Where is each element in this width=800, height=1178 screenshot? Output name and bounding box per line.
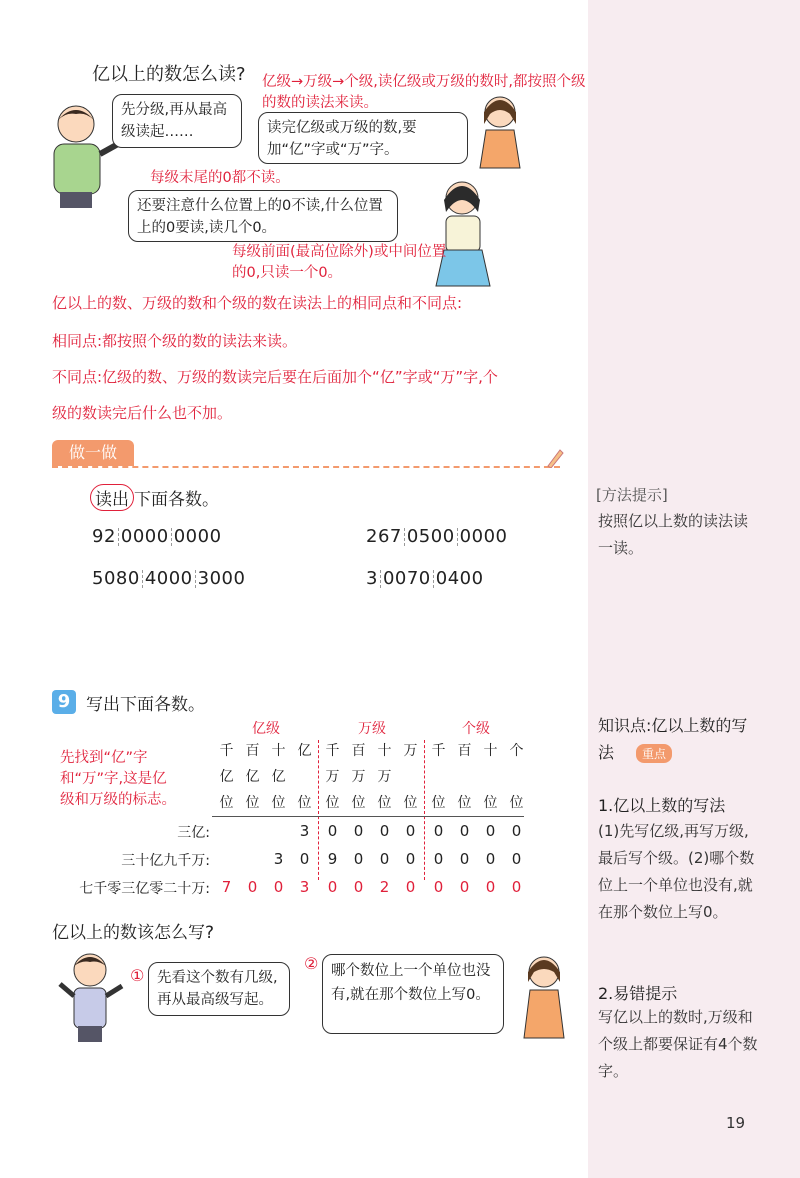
unit-head: 千 <box>325 743 340 759</box>
digit-cell: 3 <box>299 878 310 896</box>
point2-text: 写亿以上的数时,万级和个级上都要保证有4个数字。 <box>598 1008 758 1080</box>
row-label: 七千零三亿零二十万: <box>79 881 210 897</box>
digit-cell: 0 <box>405 822 416 840</box>
digit-cell: 2 <box>379 878 390 896</box>
position-label: 位 <box>297 795 312 811</box>
unit-sub: 万 <box>351 769 366 785</box>
point1-title: 1.亿以上数的写法 <box>598 796 726 815</box>
digit-cell: 0 <box>353 878 364 896</box>
digit-cell: 0 <box>405 850 416 868</box>
bubble-step1: 先看这个数有几级,再从最高级写起。 <box>148 962 290 1016</box>
summary-line-3: 不同点:亿级的数、万级的数读完后要在后面加个“亿”字或“万”字,个 <box>52 368 498 386</box>
bubble-woman: 还要注意什么位置上的0不读,什么位置上的0要读,读几个0。 <box>128 190 398 242</box>
position-label: 位 <box>509 795 524 811</box>
girl2-illustration <box>514 952 574 1042</box>
unit-head: 十 <box>271 743 286 759</box>
position-label: 位 <box>245 795 260 811</box>
digit-cell: 0 <box>379 822 390 840</box>
number-4: 3 0070 0400 <box>366 568 484 589</box>
practice-tab: 做一做 <box>52 440 134 466</box>
side-note-marker: 先找到“亿”字和“万”字,这是亿级和万级的标志。 <box>60 750 176 808</box>
page-number: 19 <box>726 1114 746 1132</box>
practice-instruction <box>90 484 219 511</box>
position-label: 位 <box>403 795 418 811</box>
bubble-step2: 哪个数位上一个单位也没有,就在那个数位上写0。 <box>322 954 504 1034</box>
unit-head: 十 <box>483 743 498 759</box>
position-label: 位 <box>325 795 340 811</box>
unit-head: 亿 <box>297 743 312 759</box>
bubble-girl: 读完亿级或万级的数,要加“亿”字或“万”字。 <box>258 112 468 164</box>
digit-cell: 0 <box>433 822 444 840</box>
position-label: 位 <box>457 795 472 811</box>
step1-marker: ① <box>130 966 145 985</box>
note-zero-end: 每级末尾的0都不读。 <box>150 170 290 186</box>
digit-cell: 0 <box>511 878 522 896</box>
unit-sub: 万 <box>325 769 340 785</box>
digit-cell: 0 <box>485 822 496 840</box>
circled-word: 读出 <box>90 484 134 511</box>
digit-cell: 0 <box>247 878 258 896</box>
digit-cell: 0 <box>511 822 522 840</box>
unit-head: 百 <box>351 743 366 759</box>
step2-marker: ② <box>304 954 319 973</box>
girl-illustration <box>470 92 530 172</box>
key-point-badge: 重点 <box>636 744 672 763</box>
boy2-illustration <box>56 950 126 1045</box>
tip-text: 按照亿以上数的读法读一读。 <box>598 512 749 557</box>
point1-text: (1)先写亿级,再写万级,最后写个级。(2)哪个数位上一个单位也没有,就在那个数位上写0。 <box>598 822 755 921</box>
bubble-boy: 先分级,再从最高级读起…… <box>112 94 242 148</box>
instruction-rest: 下面各数。 <box>134 490 219 510</box>
digit-cell: 0 <box>353 822 364 840</box>
digit-cell: 0 <box>327 878 338 896</box>
unit-sub: 万 <box>377 769 392 785</box>
section1-question: 亿以上的数怎么读? <box>92 64 246 85</box>
digit-cell: 0 <box>459 850 470 868</box>
section-number-badge: 9 <box>52 690 76 714</box>
summary-line-2: 相同点:都按照个级的数的读法来读。 <box>52 332 298 350</box>
digit-cell: 0 <box>485 850 496 868</box>
position-label: 位 <box>431 795 446 811</box>
unit-head: 百 <box>457 743 472 759</box>
point2-title: 2.易错提示 <box>598 984 678 1003</box>
table-rule <box>212 816 524 817</box>
unit-head: 千 <box>219 743 234 759</box>
position-label: 位 <box>483 795 498 811</box>
number-2: 267 0500 0000 <box>366 526 508 547</box>
row-label: 三亿: <box>177 825 210 841</box>
unit-head: 十 <box>377 743 392 759</box>
digit-cell: 0 <box>433 878 444 896</box>
digit-cell: 7 <box>221 878 232 896</box>
unit-head: 千 <box>431 743 446 759</box>
digit-cell: 0 <box>459 878 470 896</box>
knowledge-title: 知识点:亿以上数的写法 <box>598 716 748 762</box>
number-3: 5080 4000 3000 <box>92 568 246 589</box>
digit-cell: 0 <box>353 850 364 868</box>
section2-question: 亿以上的数该怎么写? <box>52 923 215 943</box>
unit-sub: 亿 <box>219 769 234 785</box>
digit-cell: 0 <box>299 850 310 868</box>
note-top: 亿级→万级→个级,读亿级或万级的数时,都按照个级的数的读法来读。 <box>262 74 586 111</box>
divider-yi-wan <box>318 740 319 880</box>
position-label: 位 <box>219 795 234 811</box>
section2-title: 写出下面各数。 <box>86 695 205 715</box>
group-label-wan: 万级 <box>358 721 386 737</box>
boy-illustration <box>40 100 120 210</box>
digit-cell: 0 <box>273 878 284 896</box>
digit-cell: 0 <box>459 822 470 840</box>
digit-cell: 3 <box>299 822 310 840</box>
unit-head: 万 <box>403 743 418 759</box>
unit-sub: 亿 <box>245 769 260 785</box>
digit-cell: 0 <box>511 850 522 868</box>
note-zero-mid: 每级前面(最高位除外)或中间位置的0,只读一个0。 <box>232 244 447 281</box>
group-label-yi: 亿级 <box>252 721 280 737</box>
summary-line-4: 级的数读完后什么也不加。 <box>52 404 233 422</box>
number-1: 92 0000 0000 <box>92 526 222 547</box>
position-label: 位 <box>377 795 392 811</box>
digit-cell: 0 <box>327 822 338 840</box>
pencil-icon <box>546 446 564 468</box>
digit-cell: 0 <box>405 878 416 896</box>
position-label: 位 <box>351 795 366 811</box>
group-label-ge: 个级 <box>462 721 490 737</box>
tip-title: [方法提示] <box>596 486 668 504</box>
digit-cell: 9 <box>327 850 338 868</box>
divider-wan-ge <box>424 740 425 880</box>
summary-line-1: 亿以上的数、万级的数和个级的数在读法上的相同点和不同点: <box>52 294 463 312</box>
digit-cell: 0 <box>433 850 444 868</box>
unit-head: 百 <box>245 743 260 759</box>
digit-cell: 3 <box>273 850 284 868</box>
digit-cell: 0 <box>379 850 390 868</box>
position-label: 位 <box>271 795 286 811</box>
unit-sub: 亿 <box>271 769 286 785</box>
practice-divider <box>52 466 560 468</box>
unit-head: 个 <box>509 743 524 759</box>
digit-cell: 0 <box>485 878 496 896</box>
row-label: 三十亿九千万: <box>121 853 210 869</box>
